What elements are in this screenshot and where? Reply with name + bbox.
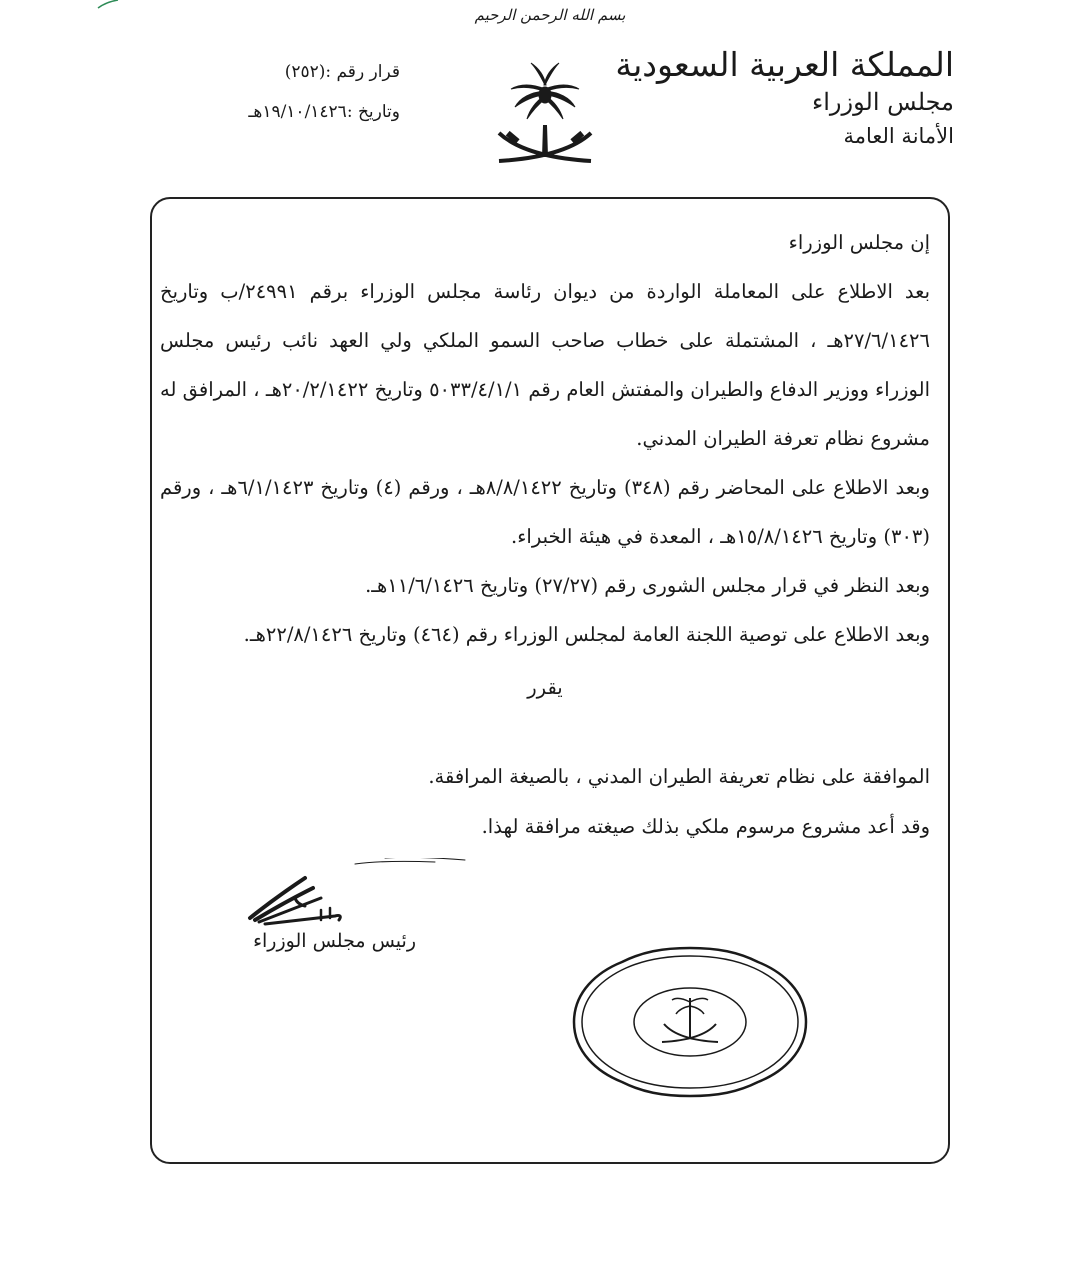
paragraph-referral: بعد الاطلاع على المعاملة الواردة من ديوان رئاسة مجلس الوزراء برقم ٢٤٩٩١/ب وتاريخ ٢٧/٦/١٤٢٦هـ ، المشتملة على خطاب صاحب السمو الملكي ولي العهد نائب رئيس مجلس الوزراء ووزير الدفاع والطيران والمفتش العام رقم ٥٠٣٣/٤/١/١ وتاريخ ٢٠/٢/١٤٢٢هـ ، المرافق له مشروع نظام تعرفة الطيران المدني.: [160, 280, 930, 450]
official-seal-stamp: [568, 942, 812, 1102]
council-name: مجلس الوزراء: [811, 88, 954, 116]
decision-number: قرار رقم :(٢٥٢): [284, 62, 400, 82]
handwritten-signature: [235, 858, 515, 928]
basmala-text: بسم الله الرحمن الرحيم: [474, 6, 626, 24]
decision-reference: [168, 52, 400, 132]
paragraph-minutes: وبعد الاطلاع على المحاضر رقم (٣٤٨) وتاريخ ٨/٨/١٤٢٢هـ ، ورقم (٤) وتاريخ ٦/١/١٤٢٣هـ ، ورقم (٣٠٣) وتاريخ ١٥/٨/١٤٢٦هـ ، المعدة في هيئة الخبراء.: [160, 476, 930, 548]
decision-approval: الموافقة على نظام تعريفة الطيران المدني ، بالصيغة المرافقة.: [428, 765, 930, 788]
corner-mark: [96, 0, 120, 10]
kingdom-name: المملكة العربية السعودية: [615, 45, 954, 84]
opening-line: إن مجلس الوزراء: [788, 231, 930, 254]
decides-heading: يقرر: [527, 676, 563, 699]
decision-royal-decree: وقد أعد مشروع مرسوم ملكي بذلك صيغته مرافقة لهذا.: [481, 815, 930, 838]
paragraph-committee: وبعد الاطلاع على توصية اللجنة العامة لمجلس الوزراء رقم (٤٦٤) وتاريخ ٢٢/٨/١٤٢٦هـ.: [243, 623, 930, 646]
palm-swords-emblem-icon: [485, 55, 605, 170]
letterhead-block: [615, 45, 954, 148]
paragraph-shura: وبعد النظر في قرار مجلس الشورى رقم (٢٧/٢٧) وتاريخ ١١/٦/١٤٢٦هـ.: [365, 574, 930, 597]
decision-body: [160, 218, 930, 712]
decision-items: [428, 752, 930, 852]
signatory-title: رئيس مجلس الوزراء: [253, 930, 416, 952]
decision-date: وتاريخ :١٩/١٠/١٤٢٦هـ: [248, 102, 400, 122]
secretariat-name: الأمانة العامة: [843, 124, 954, 148]
